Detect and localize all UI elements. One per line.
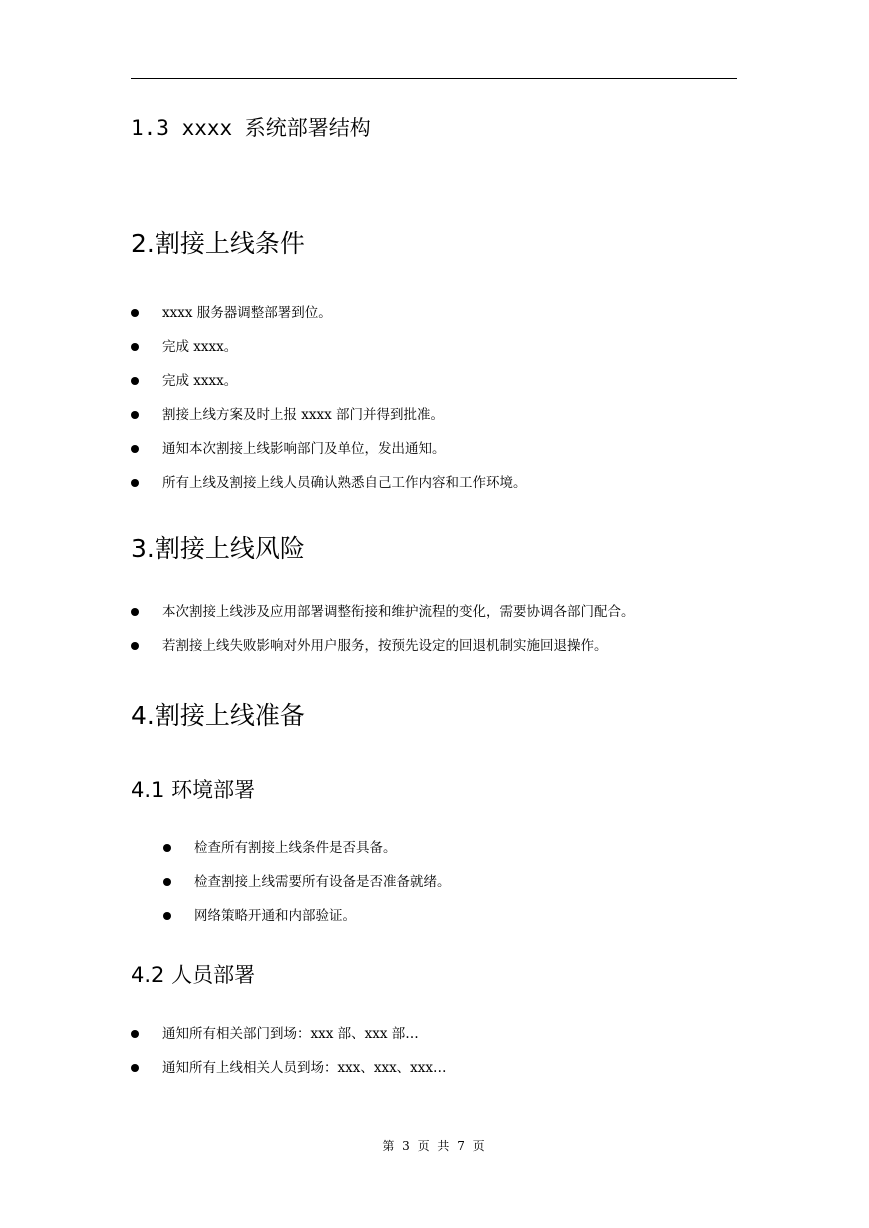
heading-4: 4.割接上线准备 [131,701,305,730]
bullet-icon [163,878,171,886]
page-number: 第 3 页 共 7 页 [382,1139,487,1153]
bullet-icon [131,411,139,419]
bullet-icon [131,377,139,385]
bullet-icon [163,844,171,852]
bullet-icon [131,445,139,453]
bullet-icon [131,343,139,351]
bullet-icon [163,912,171,920]
heading-1-3: 1.3 xxxx 系统部署结构 [131,116,371,140]
bullet-icon [131,1064,139,1072]
bullet-icon [131,479,139,487]
bullet-icon [131,1030,139,1038]
heading-4-1: 4.1 环境部署 [131,778,256,802]
heading-2: 2.割接上线条件 [131,229,305,258]
header-rule [131,78,737,79]
bullet-icon [131,608,139,616]
bullet-icon [131,642,139,650]
bullet-icon [131,309,139,317]
heading-3: 3.割接上线风险 [131,534,305,563]
heading-4-2: 4.2 人员部署 [131,963,256,987]
